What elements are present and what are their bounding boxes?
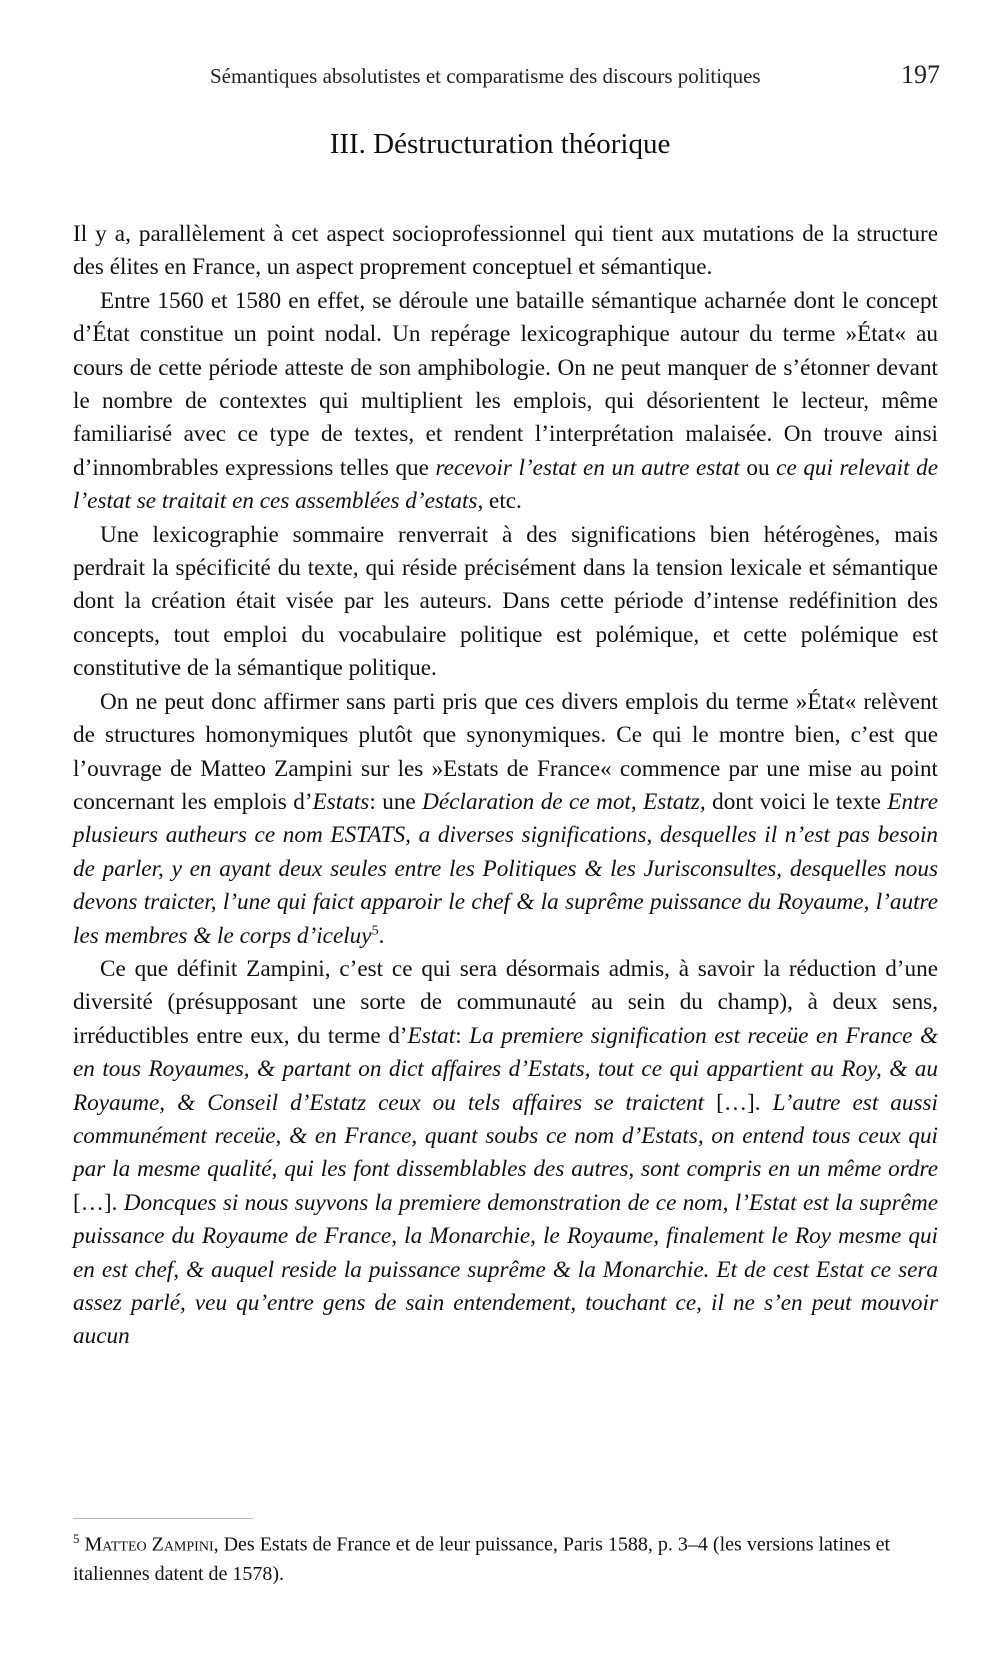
paragraph-4-text: dont voici le texte <box>705 788 888 815</box>
body-text <box>73 218 938 1354</box>
quoted-expression: recevoir l’estat en un autre estat <box>435 454 740 481</box>
running-header <box>210 60 940 89</box>
section-title: III. Déstructuration théorique <box>329 128 671 160</box>
paragraph-4-text: : une <box>369 788 423 815</box>
italic-term: Estat <box>407 1022 456 1049</box>
footnote-divider <box>73 1518 253 1519</box>
paragraph-4 <box>73 686 938 953</box>
italic-term: Estats <box>312 788 370 815</box>
footnote <box>73 1524 938 1589</box>
paragraph-2-text: Entre 1560 et 1580 en effet, se déroule une bataille sémantique acharnée dont le concept d’État constitue un point nodal. Un repérage lexicographique autour du terme »État« au cours de cette période atteste de son amphibologie. On ne peut manquer de s’étonner devant le nombre de contextes qui multiplient les emplois, qui désorientent le lecteur, même familiarisé avec ce type de textes, et rendent l’interprétation malaisée. On trouve ainsi d’innombrables expressions telles que <box>73 287 938 481</box>
paragraph-4-text: On ne peut donc affirmer sans parti pris que ces divers emplois du terme »État« relèvent de structures homonymiques plutôt que synonymiques. Ce qui le montre bien, c’est que l’ouvrage de Matteo Zampini sur les »Estats de France« commence par une mise au point concernant les emplois d’ <box>73 688 938 815</box>
paragraph-3: Une lexicographie sommaire renverrait à des significations bien hétérogènes, mais perdrait la spécificité du texte, qui réside précisément dans la tension lexicale et sémantique dont la création était visée par les auteurs. Dans cette période d’intense redéfinition des concepts, tout emploi du vocabulaire politique est polémique, et cette polémique est constitutive de la sémantique politique. <box>73 521 938 682</box>
paragraph-2 <box>73 285 938 519</box>
italic-term: Déclaration de ce mot, Estatz, <box>422 788 706 815</box>
paragraph-5-text: […]. <box>704 1089 773 1116</box>
paragraph-5-text: : <box>455 1022 470 1049</box>
footnote-number: 5 <box>73 1531 80 1546</box>
zampini-quotation: Doncques si nous suyvons la premiere demonstration de ce nom, l’Estat est la suprême puissance du Royaume de France, la Monarchie, le Royaume, finalement le Roy mesme qui en est chef, & auquel reside la puissance suprême & la Monarchie. Et de cest Estat ce sera assez parlé, veu qu’entre gens de sain entendement, touchant ce, il ne s’en peut mouvoir aucun <box>73 1189 938 1350</box>
paragraph-1: Il y a, parallèlement à cet aspect socioprofessionnel qui tient aux mutations de la structure des élites en France, un aspect proprement conceptuel et sémantique. <box>73 221 938 281</box>
footnote-text: , Des Estats de France et de leur puissance, Paris 1588, p. 3–4 (les versions latines et italiennes datent de 1578). <box>73 1533 891 1585</box>
zampini-quotation: L’autre est aussi communément receüe, & en France, quant soubs ce nom d’Estats, on entend tous ceux qui par la mesme qualité, qui les font dissemblables des autres, sont compris en un même ordre <box>73 1089 938 1183</box>
running-title: Sémantiques absolutistes et comparatisme des discours politiques <box>210 64 761 88</box>
page-number: 197 <box>901 60 940 89</box>
paragraph-5 <box>73 953 938 1354</box>
paragraph-2-text: ou <box>739 454 777 481</box>
footnote-reference[interactable]: 5 <box>371 922 379 938</box>
zampini-quotation: Entre plusieurs autheurs ce nom ESTATS, a diverses significations, desquelles il n’est pas besoin de parler, y en ayant deux seules entre les Politiques & les Jurisconsultes, desquelles nous devons traicter, l’une qui faict apparoir le chef & la suprême puissance du Royaume, l’autre les membres & le corps d’iceluy <box>73 788 939 949</box>
paragraph-5-text: Ce que définit Zampini, c’est ce qui sera désormais admis, à savoir la réduction d’une diversité (présupposant une sorte de communauté au sein du champ), à deux sens, irréductibles entre eux, du terme d’ <box>73 955 938 1049</box>
footnote-author: Matteo Zampini <box>84 1533 214 1556</box>
quoted-expression: ce qui relevait de l’estat se traitait en ces assemblées d’estats <box>73 454 938 515</box>
paragraph-5-text: […]. <box>73 1189 124 1216</box>
paragraph-2-text: , etc. <box>477 488 522 515</box>
paragraph-4-text: . <box>378 922 385 949</box>
zampini-quotation: La premiere signification est receüe en France & en tous Royaumes, & partant on dict affaires d’Estats, tout ce qui appartient au Roy, & au Royaume, & Conseil d’Estatz ceux ou tels affaires se traictent <box>73 1022 938 1116</box>
